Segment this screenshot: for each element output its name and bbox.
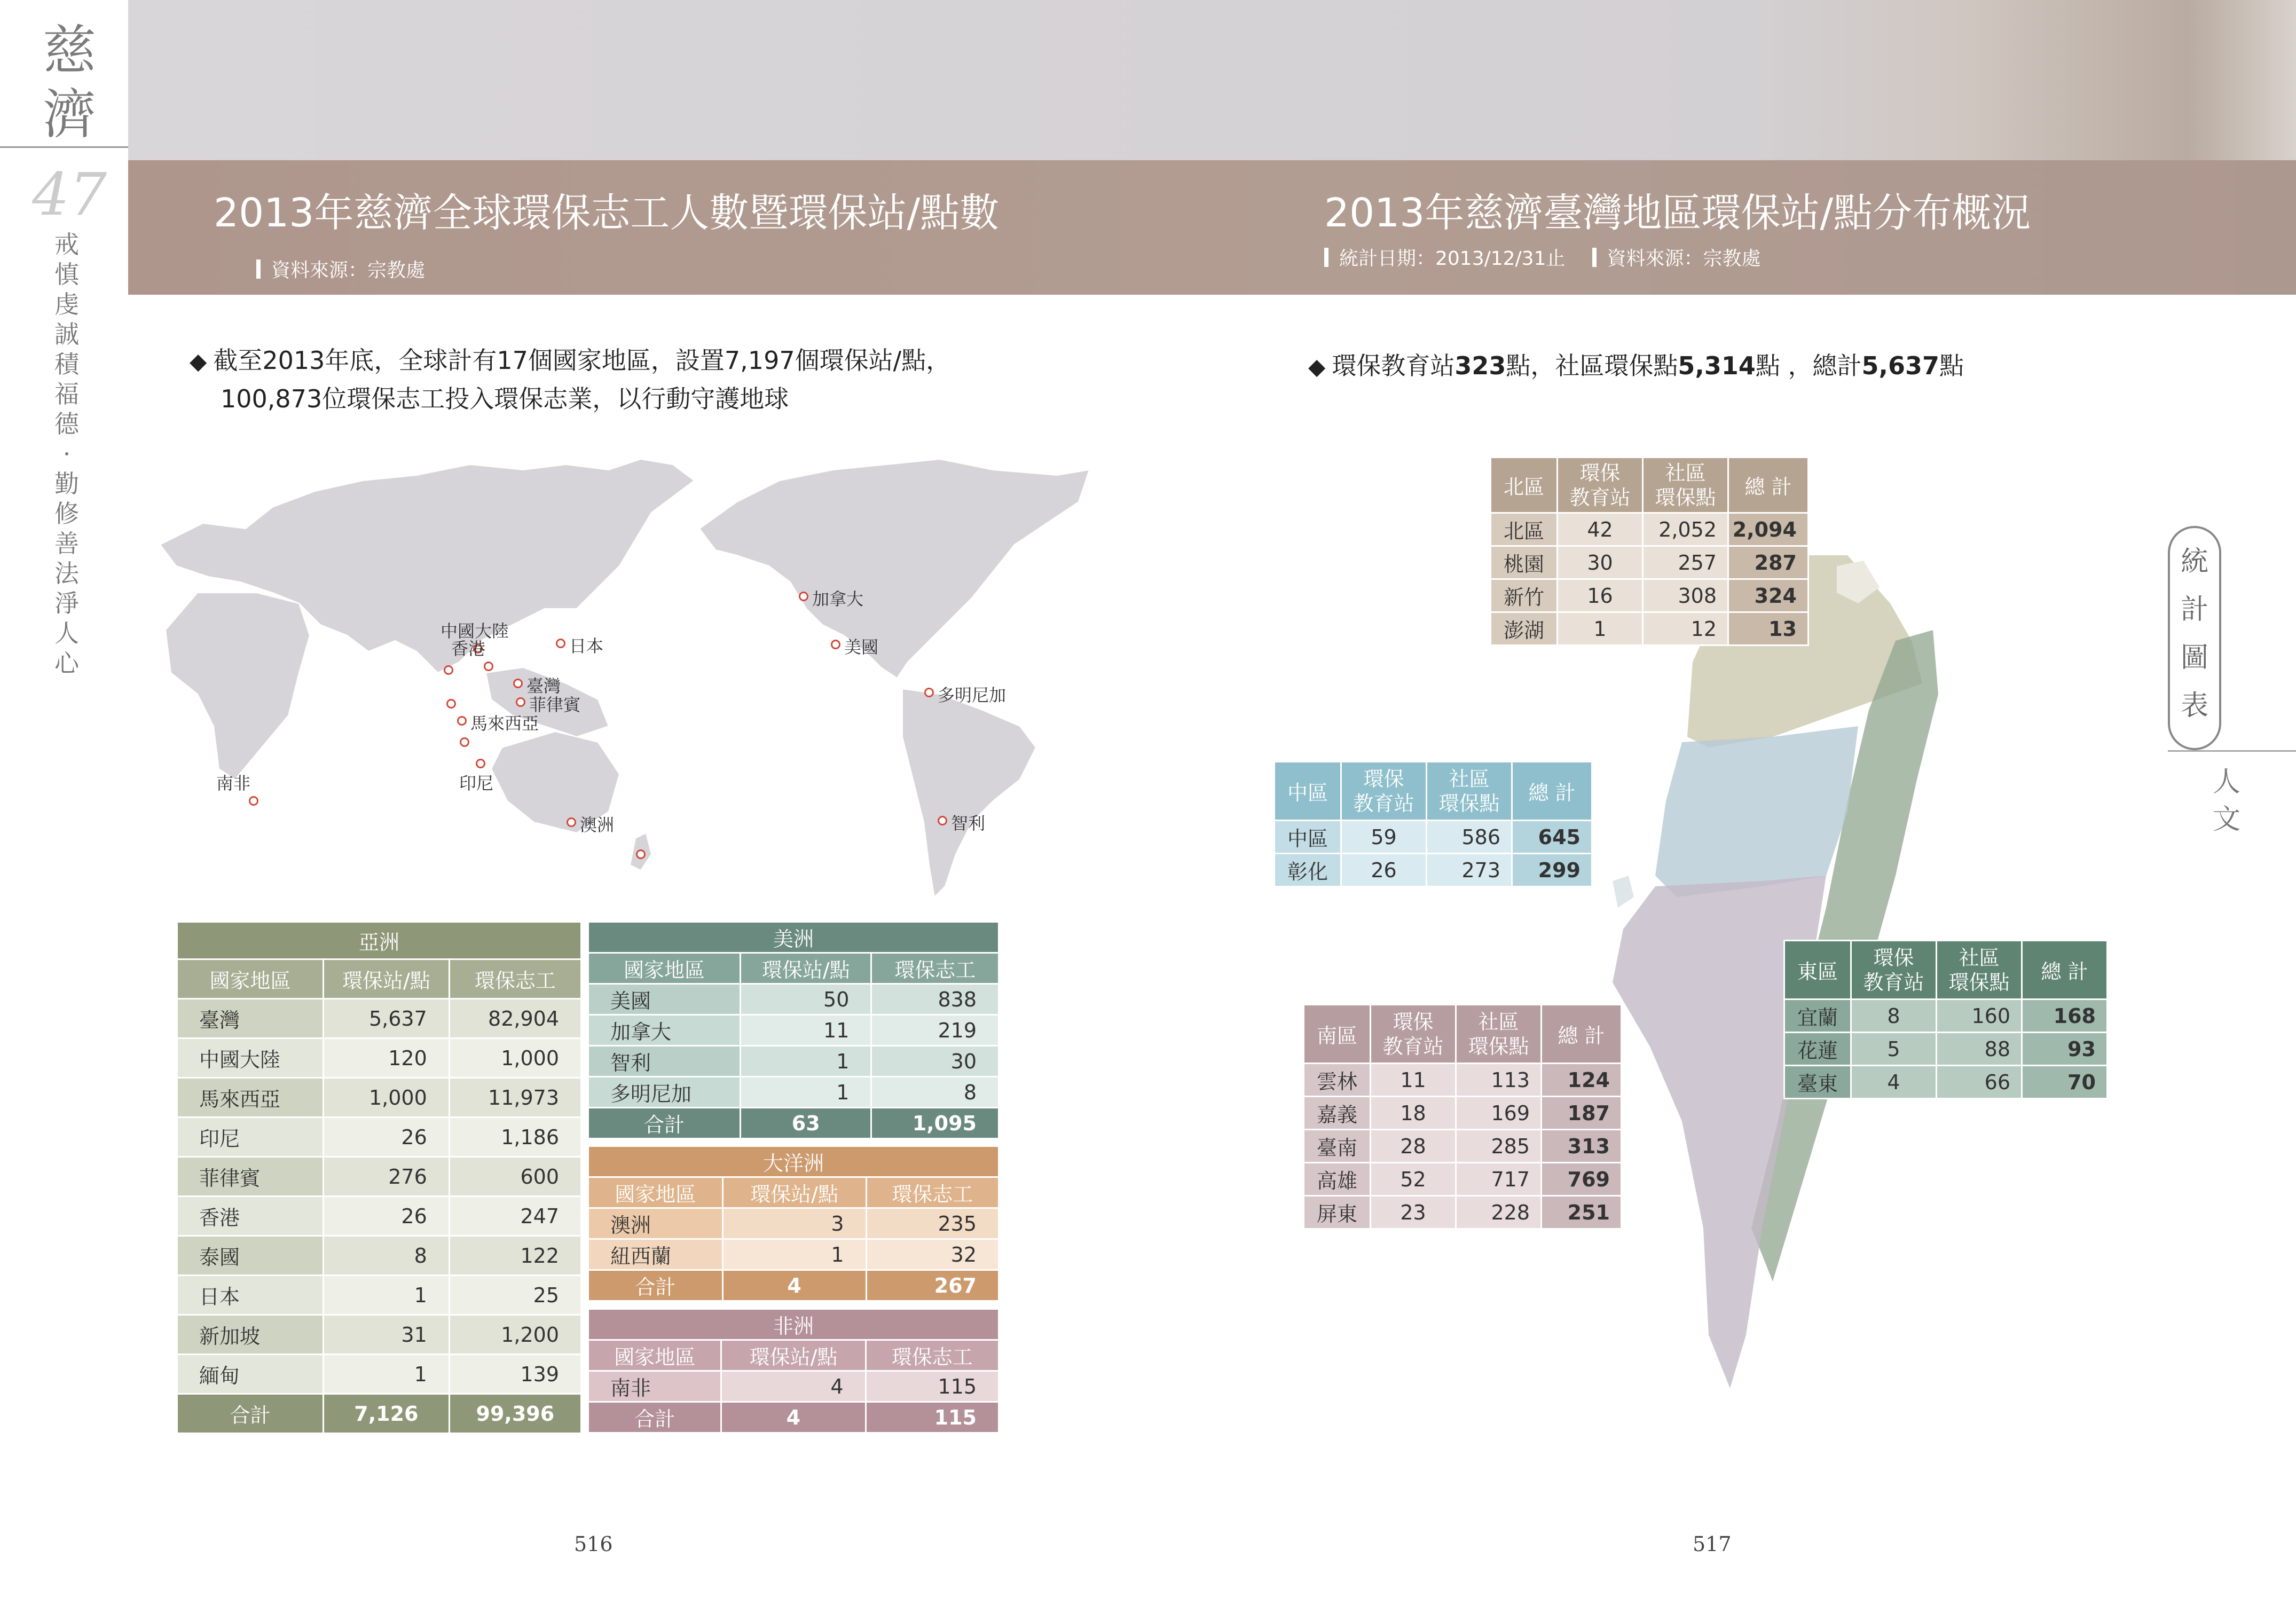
right-page-title: 2013年慈濟臺灣地區環保站/點分布概況: [1324, 190, 2031, 236]
motto-char: 善: [54, 529, 79, 558]
edu-station-cell: 26: [1341, 854, 1427, 887]
south-header-edu: 環保 教育站: [1371, 1005, 1456, 1064]
community-point-cell: 308: [1643, 579, 1728, 612]
map-label: 日本: [569, 636, 604, 656]
central-header-total: 總 計: [1512, 762, 1592, 821]
community-point-cell: 285: [1456, 1130, 1542, 1163]
map-marker-dot: [938, 816, 947, 825]
community-point-cell: 66: [1937, 1066, 2022, 1099]
edu-station-cell: 28: [1371, 1130, 1456, 1163]
table-row: [177, 1355, 581, 1394]
map-label: 澳洲: [580, 815, 615, 835]
country-cell: 臺灣: [177, 999, 324, 1038]
america-header-stations: 環保站/點: [741, 953, 871, 984]
area-cell: 新竹: [1491, 579, 1558, 612]
country-cell: 加拿大: [588, 1015, 741, 1046]
total-cell: 313: [1542, 1130, 1622, 1163]
edu-station-cell: 30: [1558, 546, 1643, 579]
africa-total-volunteers: 115: [866, 1402, 998, 1433]
map-label: 美國: [844, 637, 879, 657]
motto-char: 福: [54, 380, 79, 408]
stations-cell: 5,637: [323, 999, 449, 1038]
tab-sub-char: 人: [2212, 766, 2240, 798]
north-table-body: [1491, 513, 1809, 646]
america-table-body: [588, 984, 999, 1108]
table-row: [1304, 1064, 1622, 1097]
community-point-cell: 2,052: [1643, 513, 1728, 546]
map-label: 南非: [216, 773, 251, 793]
asia-total-volunteers: 99,396: [449, 1394, 581, 1434]
motto-char: 淨: [54, 589, 79, 618]
map-marker-dot: [556, 639, 565, 648]
table-row: [1784, 1066, 2108, 1099]
country-cell: 新加坡: [177, 1315, 324, 1355]
volunteers-cell: 122: [449, 1236, 581, 1276]
africa-shape: [166, 593, 310, 780]
motto-char: 積: [54, 350, 79, 379]
area-cell: 雲林: [1304, 1064, 1371, 1097]
table-row: [588, 1046, 999, 1077]
central-table: [1273, 761, 1593, 887]
asia-header-stations: 環保站/點: [323, 959, 449, 999]
south-header-comm: 社區 環保點: [1456, 1005, 1542, 1064]
map-marker-dot: [457, 716, 467, 726]
table-row: [588, 1015, 999, 1046]
map-marker-dot: [444, 665, 453, 675]
map-marker-dot: [567, 817, 576, 827]
country-cell: 香港: [177, 1197, 324, 1236]
oceania-total-stations: 4: [722, 1270, 866, 1301]
map-marker-dot: [249, 796, 258, 806]
oceania-table-body: [588, 1208, 999, 1270]
stations-cell: 26: [323, 1197, 449, 1236]
volunteers-cell: 115: [866, 1371, 998, 1402]
volunteers-cell: 139: [449, 1355, 581, 1394]
south-table-body: [1304, 1064, 1622, 1229]
oceania-total-label: 合計: [588, 1270, 723, 1301]
country-cell: 美國: [588, 984, 741, 1015]
volunteers-cell: 1,200: [449, 1315, 581, 1355]
north-america-shape: [699, 459, 1089, 678]
total-cell: 187: [1542, 1097, 1622, 1130]
asia-header-volunteers: 環保志工: [449, 959, 581, 999]
africa-total-stations: 4: [721, 1402, 866, 1433]
map-label: 加拿大: [812, 589, 864, 609]
motto-char: 法: [54, 559, 79, 588]
map-marker-dot: [513, 679, 523, 688]
stations-cell: 276: [323, 1157, 449, 1197]
central-table-body: [1275, 821, 1592, 887]
area-cell: 彰化: [1275, 854, 1341, 887]
volunteers-cell: 1,186: [449, 1118, 581, 1157]
tab-divider: [2168, 750, 2296, 752]
africa-total-label: 合計: [588, 1402, 721, 1433]
area-cell: 北區: [1491, 513, 1558, 546]
africa-table: [587, 1308, 1000, 1434]
total-cell: 287: [1728, 546, 1809, 579]
asia-total-label: 合計: [177, 1394, 324, 1434]
north-table: [1490, 457, 1809, 646]
motto-char: 人: [54, 619, 79, 648]
africa-table-body: [588, 1371, 999, 1402]
country-cell: 緬甸: [177, 1355, 324, 1394]
north-header-total: 總 計: [1728, 458, 1809, 513]
table-row: [177, 1078, 581, 1118]
brand-char-2: 濟: [43, 83, 96, 146]
table-row: [1275, 854, 1592, 887]
volunteers-cell: 235: [866, 1208, 998, 1239]
map-marker-dot: [831, 640, 840, 649]
america-header-country: 國家地區: [588, 953, 741, 984]
motto-char: 戒: [54, 230, 79, 259]
area-cell: 桃園: [1491, 546, 1558, 579]
stations-cell: 1: [722, 1239, 866, 1270]
area-cell: 臺東: [1784, 1066, 1851, 1099]
stations-cell: 8: [323, 1236, 449, 1276]
table-row: [177, 1236, 581, 1276]
volunteers-cell: 11,973: [449, 1078, 581, 1118]
edu-station-cell: 4: [1851, 1066, 1937, 1099]
community-point-cell: 160: [1937, 1000, 2022, 1033]
area-cell: 花蓮: [1784, 1033, 1851, 1066]
east-table: [1783, 940, 2108, 1099]
central-header-comm: 社區 環保點: [1427, 762, 1512, 821]
table-row: [588, 1077, 999, 1108]
oceania-total-volunteers: 267: [866, 1270, 998, 1301]
stations-cell: 50: [741, 984, 871, 1015]
asia-title: 亞洲: [177, 922, 581, 959]
oceania-title: 大洋洲: [588, 1146, 999, 1177]
africa-title: 非洲: [588, 1309, 999, 1340]
edu-station-cell: 1: [1558, 612, 1643, 646]
total-cell: 93: [2022, 1033, 2108, 1066]
table-row: [1304, 1130, 1622, 1163]
edu-station-cell: 5: [1851, 1033, 1937, 1066]
map-label: 印尼: [459, 773, 494, 793]
map-marker-dot: [799, 592, 808, 601]
country-cell: 泰國: [177, 1236, 324, 1276]
stations-cell: 1: [323, 1355, 449, 1394]
country-cell: 南非: [588, 1371, 721, 1402]
table-row: [1491, 546, 1809, 579]
total-cell: 2,094: [1728, 513, 1809, 546]
north-header-comm: 社區 環保點: [1643, 458, 1728, 513]
penghu-shape: [1613, 876, 1634, 908]
central-header-edu: 環保 教育站: [1341, 762, 1427, 821]
community-point-cell: 228: [1456, 1196, 1542, 1229]
country-cell: 紐西蘭: [588, 1239, 723, 1270]
south-table: [1303, 1004, 1622, 1230]
stations-cell: 3: [722, 1208, 866, 1239]
map-label: 菲律賓: [529, 695, 581, 715]
edu-station-cell: 42: [1558, 513, 1643, 546]
table-row: [1304, 1196, 1622, 1229]
east-table-body: [1784, 1000, 2108, 1099]
central-region-header: 中區: [1275, 762, 1341, 821]
edu-station-cell: 52: [1371, 1163, 1456, 1196]
area-cell: 高雄: [1304, 1163, 1371, 1196]
oceania-table: [587, 1145, 1000, 1302]
stations-cell: 1: [741, 1046, 871, 1077]
top-banner: [128, 0, 2296, 160]
table-row: [588, 1239, 999, 1270]
diamond-bullet: ◆: [1308, 353, 1326, 380]
total-cell: 70: [2022, 1066, 2108, 1099]
table-row: [1304, 1163, 1622, 1196]
volunteers-cell: 30: [871, 1046, 999, 1077]
map-marker-dot: [924, 688, 934, 697]
area-cell: 宜蘭: [1784, 1000, 1851, 1033]
community-point-cell: 257: [1643, 546, 1728, 579]
country-cell: 澳洲: [588, 1208, 723, 1239]
table-row: [1491, 579, 1809, 612]
diamond-bullet: ◆: [190, 348, 207, 374]
tab-char: 計: [2180, 594, 2208, 626]
motto-char: 心: [54, 649, 79, 678]
africa-header-volunteers: 環保志工: [866, 1340, 998, 1371]
table-row: [177, 1315, 581, 1355]
volunteers-cell: 600: [449, 1157, 581, 1197]
country-cell: 智利: [588, 1046, 741, 1077]
country-cell: 多明尼加: [588, 1077, 741, 1108]
area-cell: 嘉義: [1304, 1097, 1371, 1130]
total-cell: 299: [1512, 854, 1592, 887]
area-cell: 中區: [1275, 821, 1341, 854]
brand-char-1: 慈: [43, 19, 96, 82]
stations-cell: 26: [323, 1118, 449, 1157]
stations-cell: 4: [721, 1371, 866, 1402]
east-region-header: 東區: [1784, 941, 1851, 1000]
america-total-label: 合計: [588, 1108, 741, 1139]
table-row: [588, 984, 999, 1015]
section-sub-label: [2211, 764, 2243, 838]
right-subheader: 統計日期：2013/12/31止 資料來源：宗教處: [1324, 243, 1761, 271]
community-point-cell: 12: [1643, 612, 1728, 646]
america-title: 美洲: [588, 922, 999, 953]
volunteers-cell: 32: [866, 1239, 998, 1270]
table-row: [1784, 1033, 2108, 1066]
area-cell: 臺南: [1304, 1130, 1371, 1163]
america-table: [587, 921, 1000, 1139]
country-cell: 日本: [177, 1276, 324, 1315]
asia-table-body: [177, 999, 581, 1394]
section-tab-label: [2170, 528, 2219, 730]
east-header-edu: 環保 教育站: [1851, 941, 1937, 1000]
community-point-cell: 273: [1427, 854, 1512, 887]
total-cell: 168: [2022, 1000, 2108, 1033]
motto-char: 德: [54, 410, 79, 438]
stations-cell: 1: [323, 1276, 449, 1315]
map-marker-dot: [460, 737, 469, 747]
volunteers-cell: 247: [449, 1197, 581, 1236]
map-label: 馬來西亞: [470, 713, 539, 734]
america-total-volunteers: 1,095: [871, 1108, 999, 1139]
motto-char: 慎: [54, 260, 79, 289]
volunteers-cell: 219: [871, 1015, 999, 1046]
south-region-header: 南區: [1304, 1005, 1371, 1064]
motto-char: 勤: [54, 469, 79, 498]
community-point-cell: 113: [1456, 1064, 1542, 1097]
motto-char: ·: [62, 439, 71, 468]
stations-cell: 31: [323, 1315, 449, 1355]
volunteers-cell: 838: [871, 984, 999, 1015]
tab-char: 表: [2180, 690, 2208, 722]
map-marker-dot: [476, 759, 485, 768]
tab-char: 統: [2180, 546, 2208, 578]
country-cell: 中國大陸: [177, 1038, 324, 1078]
oceania-header-country: 國家地區: [588, 1177, 723, 1208]
total-cell: 251: [1542, 1196, 1622, 1229]
america-total-stations: 63: [741, 1108, 871, 1139]
edu-station-cell: 16: [1558, 579, 1643, 612]
taiwan-central-region: [1655, 726, 1858, 897]
map-label: 多明尼加: [938, 685, 1007, 705]
oceania-header-stations: 環保站/點: [722, 1177, 866, 1208]
section-tab: [2168, 526, 2221, 750]
asia-table: [176, 921, 582, 1434]
total-cell: 124: [1542, 1064, 1622, 1097]
table-row: [1491, 513, 1809, 546]
map-label: 臺灣: [526, 676, 561, 696]
map-marker-dot: [446, 699, 456, 709]
east-header-comm: 社區 環保點: [1937, 941, 2022, 1000]
asia-header-country: 國家地區: [177, 959, 324, 999]
stations-cell: 120: [323, 1038, 449, 1078]
map-marker-dot: [484, 662, 493, 671]
left-source: 資料來源：宗教處: [256, 255, 425, 282]
total-cell: 13: [1728, 612, 1809, 646]
stations-cell: 11: [741, 1015, 871, 1046]
total-cell: 769: [1542, 1163, 1622, 1196]
table-row: [1491, 612, 1809, 646]
country-cell: 印尼: [177, 1118, 324, 1157]
table-row: [177, 1118, 581, 1157]
stations-cell: 1,000: [323, 1078, 449, 1118]
sidebar-divider: [0, 146, 128, 148]
motto-char: 誠: [54, 320, 79, 349]
table-row: [177, 999, 581, 1038]
table-row: [1304, 1097, 1622, 1130]
left-sidebar: [0, 0, 128, 1621]
table-row: [1275, 821, 1592, 854]
motto-char: 虔: [54, 290, 79, 319]
tab-sub-char: 文: [2212, 804, 2240, 836]
map-label: 中國大陸: [441, 621, 509, 641]
edu-station-cell: 18: [1371, 1097, 1456, 1130]
community-point-cell: 169: [1456, 1097, 1542, 1130]
volunteers-cell: 82,904: [449, 999, 581, 1038]
map-marker-dot: [516, 697, 525, 707]
table-row: [588, 1371, 999, 1402]
country-cell: 馬來西亞: [177, 1078, 324, 1118]
area-cell: 屏東: [1304, 1196, 1371, 1229]
table-row: [588, 1208, 999, 1239]
table-row: [177, 1038, 581, 1078]
table-row: [177, 1197, 581, 1236]
motto-vertical: [51, 230, 83, 678]
edu-station-cell: 11: [1371, 1064, 1456, 1097]
map-label: 智利: [951, 813, 986, 833]
asia-total-stations: 7,126: [323, 1394, 449, 1434]
map-label: 香港: [451, 639, 486, 659]
tab-char: 圖: [2180, 642, 2208, 674]
left-intro: ◆ 截至2013年底，全球計有17個國家地區，設置7,197個環保站/點， 100,873位環保志工投入環保志業，以行動守護地球: [190, 346, 951, 413]
africa-header-country: 國家地區: [588, 1340, 721, 1371]
country-cell: 菲律賓: [177, 1157, 324, 1197]
volunteers-cell: 8: [871, 1077, 999, 1108]
edu-station-cell: 59: [1341, 821, 1427, 854]
edu-station-cell: 23: [1371, 1196, 1456, 1229]
total-cell: 324: [1728, 579, 1809, 612]
right-intro: ◆ 環保教育站323點，社區環保點5,314點 ，總計5,637點: [1308, 351, 1964, 380]
volume-number: 47: [32, 160, 107, 229]
south-header-total: 總 計: [1542, 1005, 1622, 1064]
motto-char: 修: [54, 499, 79, 528]
community-point-cell: 586: [1427, 821, 1512, 854]
page-number-right: 517: [1693, 1532, 1732, 1556]
south-america-shape: [902, 689, 1036, 897]
community-point-cell: 88: [1937, 1033, 2022, 1066]
table-row: [177, 1157, 581, 1197]
east-header-total: 總 計: [2022, 941, 2108, 1000]
africa-header-stations: 環保站/點: [721, 1340, 866, 1371]
stations-cell: 1: [741, 1077, 871, 1108]
edu-station-cell: 8: [1851, 1000, 1937, 1033]
volunteers-cell: 1,000: [449, 1038, 581, 1078]
north-header-edu: 環保 教育站: [1558, 458, 1643, 513]
community-point-cell: 717: [1456, 1163, 1542, 1196]
page-number-left: 516: [574, 1532, 613, 1556]
table-row: [177, 1276, 581, 1315]
volunteers-cell: 25: [449, 1276, 581, 1315]
area-cell: 澎湖: [1491, 612, 1558, 646]
table-row: [1784, 1000, 2108, 1033]
map-marker-dot: [636, 849, 646, 859]
america-header-volunteers: 環保志工: [871, 953, 999, 984]
left-page-title: 2013年慈濟全球環保志工人數暨環保站/點數: [214, 190, 1000, 236]
total-cell: 645: [1512, 821, 1592, 854]
oceania-header-volunteers: 環保志工: [866, 1177, 998, 1208]
north-region-header: 北區: [1491, 458, 1558, 513]
